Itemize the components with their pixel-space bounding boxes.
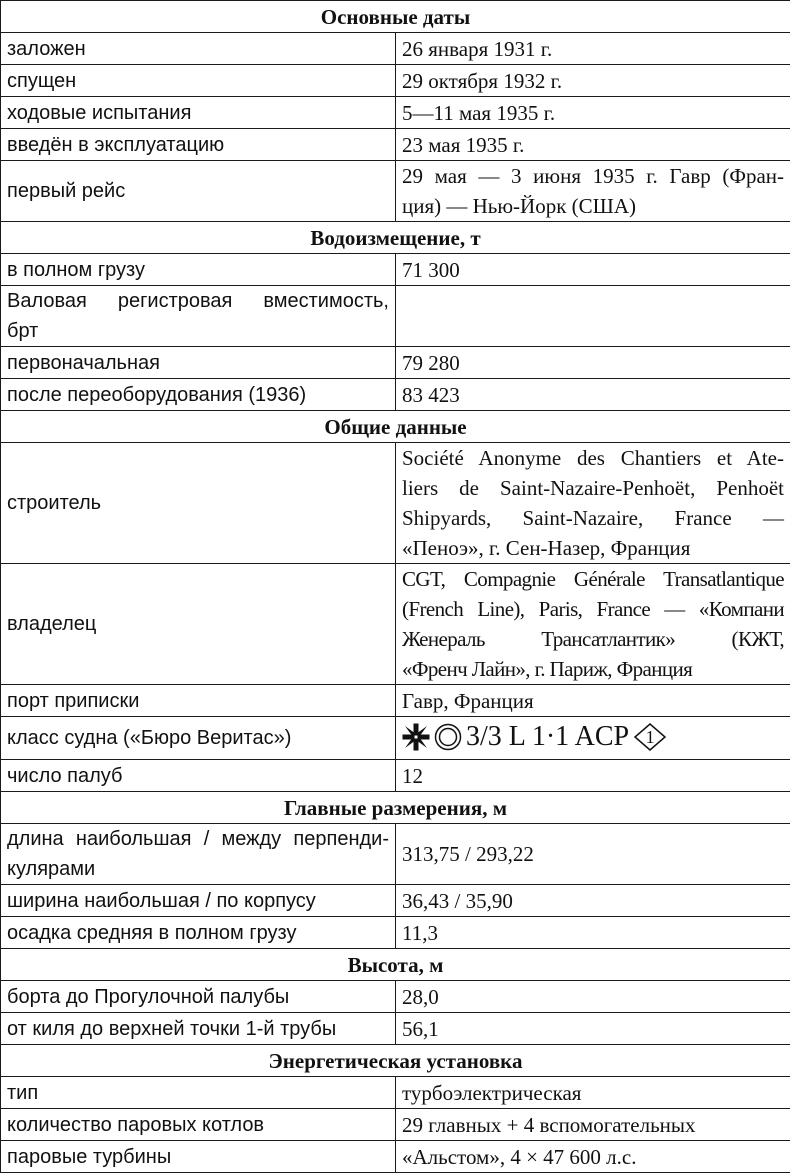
row-label: от киля до верхней точки 1-й трубы (1, 1013, 396, 1045)
value-line: ция) — Нью-Йорк (США) (402, 191, 784, 221)
diamond-icon (633, 722, 667, 752)
row-value (396, 286, 790, 347)
table-row (1, 65, 790, 97)
row-label: число палуб (1, 760, 396, 792)
value-line: Société Anonyme des Chantiers et Ate- (402, 443, 784, 473)
row-value: 29 октября 1932 г. (396, 65, 790, 97)
table-row (1, 981, 790, 1013)
row-value: 313,75 / 293,22 (396, 824, 790, 885)
table-row (1, 443, 790, 564)
row-value (396, 564, 790, 685)
table-row (1, 286, 790, 347)
row-label: первоначальная (1, 347, 396, 379)
label-line: Валовая регистровая вместимость, (7, 286, 389, 316)
table-row (1, 97, 790, 129)
table-row (1, 685, 790, 717)
row-value: 28,0 (396, 981, 790, 1013)
row-label: первый рейс (1, 161, 396, 222)
value-line: (French Line), Paris, France — «Компани (402, 594, 784, 624)
table-row (1, 347, 790, 379)
diamond-digit: 1 (633, 722, 667, 752)
value-line: «Френч Лайн», г. Париж, Франция (402, 654, 784, 684)
table-row (1, 1077, 790, 1109)
table-row (1, 33, 790, 65)
table-row (1, 917, 790, 949)
row-value: 23 мая 1935 г. (396, 129, 790, 161)
row-label: порт приписки (1, 685, 396, 717)
table-row (1, 885, 790, 917)
row-value (396, 443, 790, 564)
table-row (1, 254, 790, 286)
row-value: 56,1 (396, 1013, 790, 1045)
value-line: Shipyards, Saint-Nazaire, France — (402, 503, 784, 533)
row-label: заложен (1, 33, 396, 65)
value-line: 29 мая — 3 июня 1935 г. Гавр (Фран- (402, 161, 784, 191)
value-line: «Пеноэ», г. Сен-Назер, Франция (402, 533, 784, 563)
table-row (1, 824, 790, 885)
row-value: 26 января 1931 г. (396, 33, 790, 65)
table-row (1, 717, 790, 760)
table-row (1, 161, 790, 222)
table-row (1, 1141, 790, 1173)
table-row (1, 379, 790, 411)
row-label: владелец (1, 564, 396, 685)
row-label (1, 286, 396, 347)
section-header-dates: Основные даты (1, 1, 790, 33)
row-label: после переоборудования (1936) (1, 379, 396, 411)
row-value: 71 300 (396, 254, 790, 286)
row-label: ходовые испытания (1, 97, 396, 129)
value-line: CGT, Compagnie Générale Transatlantique (402, 564, 784, 594)
section-header-displacement: Водоизмещение, т (1, 222, 790, 254)
row-value: Гавр, Франция (396, 685, 790, 717)
row-value (396, 161, 790, 222)
table-row (1, 1109, 790, 1141)
row-value: «Альстом», 4 × 47 600 л.с. (396, 1141, 790, 1173)
row-label: введён в эксплуатацию (1, 129, 396, 161)
double-circle-icon (434, 723, 462, 751)
row-value: 12 (396, 760, 790, 792)
row-value: 29 главных + 4 вспомогательных (396, 1109, 790, 1141)
table-row (1, 564, 790, 685)
row-value: 36,43 / 35,90 (396, 885, 790, 917)
row-label: паровые турбины (1, 1141, 396, 1173)
row-label: строитель (1, 443, 396, 564)
section-header-height: Высота, м (1, 949, 790, 981)
row-value: 79 280 (396, 347, 790, 379)
row-label: ширина наибольшая / по корпусу (1, 885, 396, 917)
row-label: борта до Прогулочной палубы (1, 981, 396, 1013)
row-value: 11,3 (396, 917, 790, 949)
row-label: количество паровых котлов (1, 1109, 396, 1141)
row-label: в полном грузу (1, 254, 396, 286)
label-line: кулярами (7, 854, 389, 884)
row-label: тип (1, 1077, 396, 1109)
value-line: Женераль Трансатлантик» (КЖТ, (402, 624, 784, 654)
class-notation (396, 717, 790, 760)
table-row (1, 760, 790, 792)
row-label: осадка средняя в полном грузу (1, 917, 396, 949)
row-label: класс судна («Бюро Веритас») (1, 717, 396, 760)
table-row (1, 1013, 790, 1045)
section-header-power: Энергетическая установка (1, 1045, 790, 1077)
row-value: 5—11 мая 1935 г. (396, 97, 790, 129)
row-label (1, 824, 396, 885)
label-line: брт (7, 316, 389, 346)
row-value: 83 423 (396, 379, 790, 411)
table-row (1, 129, 790, 161)
value-line: liers de Saint-Nazaire-Penhoët, Penhoët (402, 473, 784, 503)
section-header-dimensions: Главные размерения, м (1, 792, 790, 824)
label-line: длина наибольшая / между перпенди- (7, 824, 389, 854)
maltese-cross-icon (402, 723, 430, 751)
row-value: турбоэлектрическая (396, 1077, 790, 1109)
section-header-general: Общие данные (1, 411, 790, 443)
class-notation-text: 3/3 L 1·1 ACP (466, 717, 629, 757)
row-label: спущен (1, 65, 396, 97)
